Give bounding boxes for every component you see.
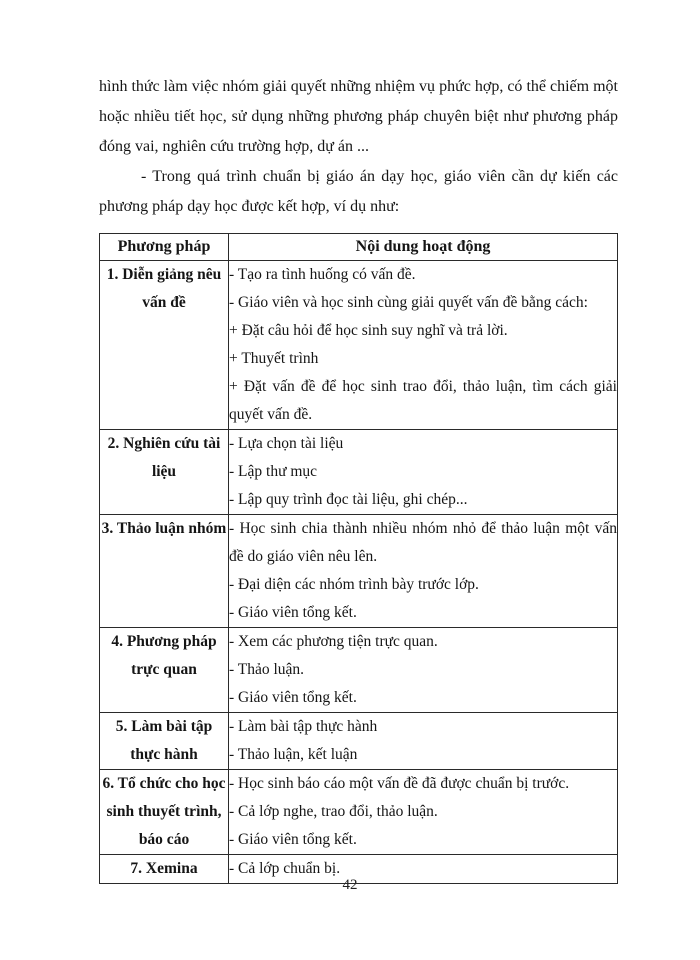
content-cell: [229, 261, 618, 430]
method-cell: 7. Xemina: [100, 855, 229, 884]
content-line: - Cả lớp nghe, trao đổi, thảo luận.: [229, 803, 438, 820]
table-row: [100, 261, 618, 430]
header-content-column: Nội dung hoạt động: [229, 234, 618, 261]
content-cell: [229, 515, 618, 628]
method-cell: 1. Diễn giảng nêu vấn đề: [100, 261, 229, 430]
table-header-row: [100, 234, 618, 261]
content-line: + Đặt câu hỏi để học sinh suy nghĩ và trả lời.: [229, 322, 508, 339]
method-cell: 6. Tổ chức cho học sinh thuyết trình, báo cáo: [100, 770, 229, 855]
table-row: [100, 430, 618, 515]
content-line: - Học sinh chia thành nhiều nhóm nhỏ để thảo luận một vấn đề do giáo viên nêu lên.: [229, 520, 617, 565]
content-cell: [229, 628, 618, 713]
content-cell: [229, 770, 618, 855]
body-paragraph-1: hình thức làm việc nhóm giải quyết những nhiệm vụ phức hợp, có thể chiếm một hoặc nhiều tiết học, sử dụng những phương pháp chuyên biệt như phương pháp đóng vai, nghiên cứu trường hợp, dự án ...: [99, 78, 618, 155]
content-line: - Học sinh báo cáo một vấn đề đã được chuẩn bị trước.: [229, 775, 570, 792]
content-line: - Lập thư mục: [229, 463, 318, 480]
content-line: - Xem các phương tiện trực quan.: [229, 633, 438, 650]
content-line: - Lựa chọn tài liệu: [229, 435, 344, 452]
content-cell: [229, 713, 618, 770]
page-content: [99, 72, 618, 884]
content-line: - Cả lớp chuẩn bị.: [229, 860, 341, 877]
content-line: - Giáo viên và học sinh cùng giải quyết vấn đề bằng cách:: [229, 294, 588, 311]
content-line: - Giáo viên tổng kết.: [229, 604, 357, 621]
content-line: - Thảo luận, kết luận: [229, 746, 358, 763]
table-row: [100, 515, 618, 628]
page-number: 42: [342, 877, 358, 893]
content-line: - Thảo luận.: [229, 661, 305, 678]
content-line: + Đặt vấn đề để học sinh trao đổi, thảo luận, tìm cách giải quyết vấn đề.: [229, 378, 617, 423]
content-line: - Đại diện các nhóm trình bày trước lớp.: [229, 576, 479, 593]
content-line: - Tạo ra tình huống có vấn đề.: [229, 266, 416, 283]
content-line: - Lập quy trình đọc tài liệu, ghi chép...: [229, 491, 468, 508]
body-paragraph-2: - Trong quá trình chuẩn bị giáo án dạy học, giáo viên cần dự kiến các phương pháp dạy học được kết hợp, ví dụ như:: [99, 168, 618, 215]
content-line: - Giáo viên tổng kết.: [229, 689, 357, 706]
header-method-column: Phương pháp: [100, 234, 229, 261]
content-line: - Giáo viên tổng kết.: [229, 831, 357, 848]
content-line: - Làm bài tập thực hành: [229, 718, 378, 735]
teaching-methods-table: [99, 233, 618, 884]
table-row: [100, 770, 618, 855]
table-row: [100, 628, 618, 713]
method-cell: 4. Phương pháp trực quan: [100, 628, 229, 713]
content-line: + Thuyết trình: [229, 350, 319, 367]
content-cell: [229, 430, 618, 515]
table-body: [100, 261, 618, 884]
table-row: [100, 713, 618, 770]
method-cell: 3. Thảo luận nhóm: [100, 515, 229, 628]
table-head: [100, 234, 618, 261]
method-cell: 5. Làm bài tập thực hành: [100, 713, 229, 770]
method-cell: 2. Nghiên cứu tài liệu: [100, 430, 229, 515]
